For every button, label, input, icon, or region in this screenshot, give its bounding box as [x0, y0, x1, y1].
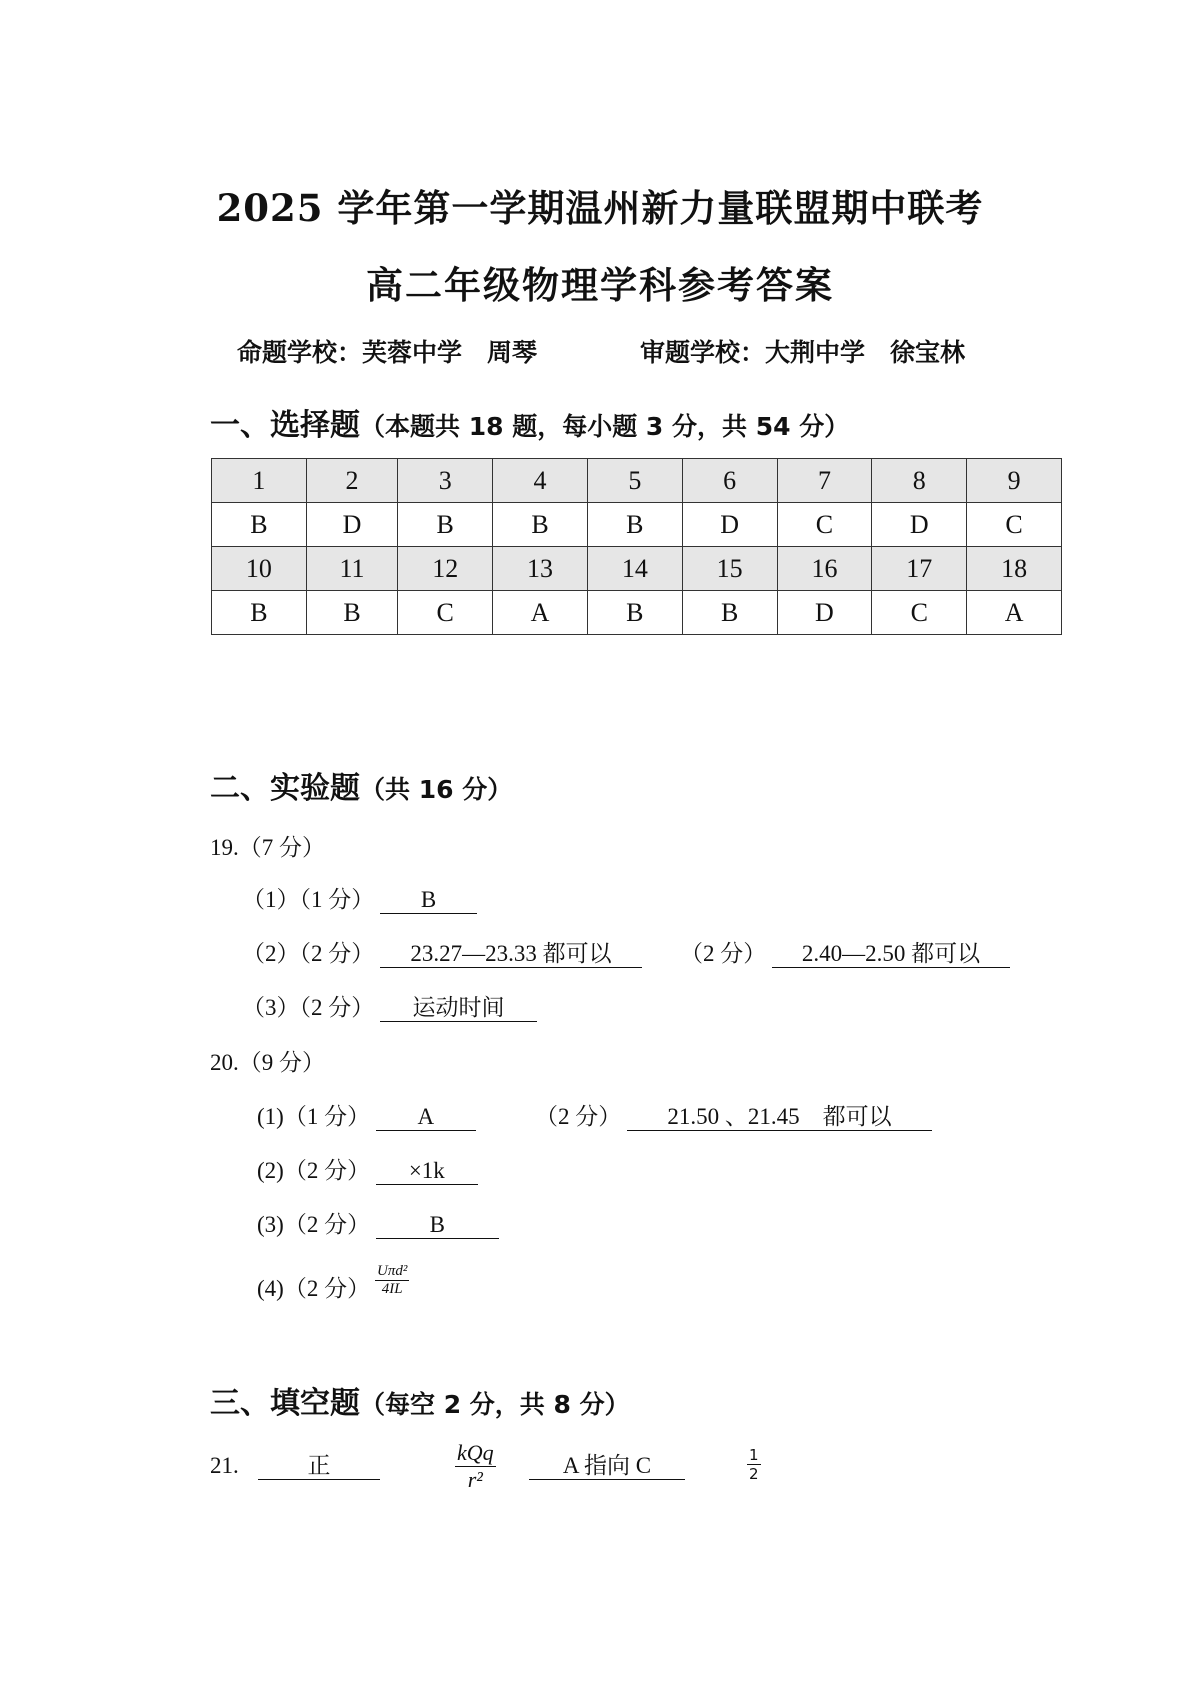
part-label: (3)（2 分）	[257, 1212, 371, 1237]
question-number-cell: 6	[682, 459, 777, 503]
answer-cell: B	[398, 503, 493, 547]
answer-cell: D	[306, 503, 397, 547]
answer-blank: B	[376, 1212, 499, 1239]
answer-cell: D	[872, 503, 967, 547]
question-number-cell: 18	[967, 547, 1062, 591]
proposer-info: 命题学校：芙蓉中学 周琴	[237, 338, 538, 367]
formula-denominator: r²	[467, 1467, 483, 1492]
question-number-cell: 9	[967, 459, 1062, 503]
part-label: (1)（1 分）	[257, 1104, 371, 1129]
q20-part1-b	[535, 1098, 932, 1131]
answer-row	[212, 503, 1062, 547]
question-number-cell: 8	[872, 459, 967, 503]
document-subtitle: 高二年级物理学科参考答案	[366, 263, 834, 307]
answer-cell: B	[306, 591, 397, 635]
answer-cell: B	[212, 591, 307, 635]
q20-part2	[257, 1152, 478, 1185]
q21-blank-3	[529, 1453, 685, 1480]
question-number-cell: 1	[212, 459, 307, 503]
question-number-cell: 2	[306, 459, 397, 503]
answer-table	[211, 458, 1062, 635]
question-number-cell: 11	[306, 547, 397, 591]
question-number-cell: 13	[493, 547, 588, 591]
answer-cell: B	[682, 591, 777, 635]
answer-cell: C	[398, 591, 493, 635]
answer-blank: A 指向 C	[529, 1453, 685, 1480]
section-note: （共 16 分）	[360, 775, 513, 804]
q21-fraction	[747, 1446, 761, 1483]
answer-blank: 23.27—23.33 都可以	[380, 941, 642, 968]
answer-blank: 运动时间	[380, 995, 537, 1022]
document-title: 2025 学年第一学期温州新力量联盟期中联考	[216, 186, 984, 230]
answer-cell: D	[682, 503, 777, 547]
question-number-cell: 5	[587, 459, 682, 503]
answer-cell: D	[777, 591, 872, 635]
answer-blank: 正	[258, 1453, 380, 1480]
q19-part1	[242, 881, 477, 914]
formula-numerator: Uπd²	[377, 1263, 408, 1279]
question-number-cell: 14	[587, 547, 682, 591]
part-label: （2 分）	[680, 941, 767, 966]
answer-cell: A	[493, 591, 588, 635]
q21-formula	[455, 1440, 496, 1493]
q19-part2-b	[680, 935, 1010, 968]
answer-blank: 2.40—2.50 都可以	[772, 941, 1010, 968]
reviewer-info: 审题学校：大荆中学 徐宝林	[640, 338, 966, 367]
section-fill-blank-heading	[210, 1378, 630, 1422]
section-note: （本题共 18 题，每小题 3 分，共 54 分）	[360, 412, 850, 441]
answer-cell: C	[777, 503, 872, 547]
section-note: （每空 2 分，共 8 分）	[360, 1390, 630, 1419]
section-title: 一、选择题	[210, 408, 360, 443]
fraction-numerator: 1	[749, 1446, 759, 1464]
fraction-denominator: 2	[749, 1465, 759, 1483]
question-number-cell: 17	[872, 547, 967, 591]
formula-denominator: 4IL	[381, 1281, 403, 1297]
q19-part2	[242, 935, 642, 968]
q20-part3	[257, 1206, 499, 1239]
answer-cell: B	[212, 503, 307, 547]
part-label: （3）（2 分）	[242, 995, 375, 1020]
part-label: （1）（1 分）	[242, 887, 375, 912]
section-title: 三、填空题	[210, 1386, 360, 1421]
answer-row	[212, 591, 1062, 635]
question-number-cell: 15	[682, 547, 777, 591]
question-number-row	[212, 547, 1062, 591]
answer-cell: C	[967, 503, 1062, 547]
question-number-cell: 7	[777, 459, 872, 503]
question-number-cell: 10	[212, 547, 307, 591]
answer-blank: 21.50 、21.45 都可以	[627, 1104, 932, 1131]
section-multiple-choice-heading	[210, 400, 849, 444]
question-21-label: 21.	[210, 1453, 239, 1478]
answer-cell: B	[587, 591, 682, 635]
question-number-cell: 12	[398, 547, 493, 591]
part-label: (4)（2 分）	[257, 1276, 371, 1301]
question-19-label: 19.（7 分）	[210, 835, 325, 860]
part-label: (2)（2 分）	[257, 1158, 371, 1183]
q19-part3	[242, 989, 537, 1022]
answer-cell: C	[872, 591, 967, 635]
section-experiment-heading	[210, 763, 512, 807]
answer-blank: B	[380, 887, 477, 914]
answer-cell: A	[967, 591, 1062, 635]
question-number-row	[212, 459, 1062, 503]
answer-blank: A	[376, 1104, 476, 1131]
part-label: （2）（2 分）	[242, 941, 375, 966]
part-label: （2 分）	[535, 1104, 622, 1129]
section-title: 二、实验题	[210, 771, 360, 806]
q20-formula	[375, 1263, 409, 1298]
q21-blank-1	[258, 1453, 380, 1480]
formula-numerator: kQq	[457, 1440, 494, 1465]
answer-cell: B	[587, 503, 682, 547]
answer-cell: B	[493, 503, 588, 547]
q20-part1	[257, 1098, 476, 1131]
q20-part4	[257, 1270, 370, 1303]
answer-blank: ×1k	[376, 1158, 478, 1185]
question-number-cell: 16	[777, 547, 872, 591]
question-number-cell: 3	[398, 459, 493, 503]
question-number-cell: 4	[493, 459, 588, 503]
question-20-label: 20.（9 分）	[210, 1050, 325, 1075]
